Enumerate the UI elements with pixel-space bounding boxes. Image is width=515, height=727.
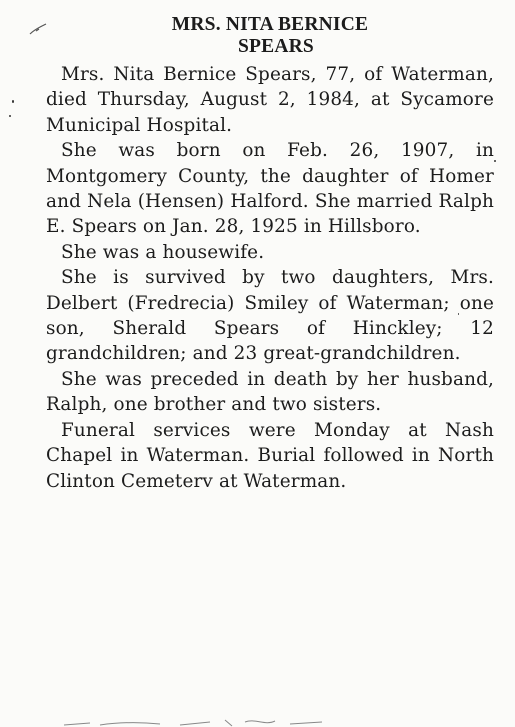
headline-line2: SPEARS xyxy=(238,36,314,57)
paragraph-death-notice: Mrs. Nita Bernice Spears, 77, of Waterman, died Thursday, August 2, 1984, at Sycamore Municipal Hospital. xyxy=(46,64,494,136)
speck xyxy=(494,160,496,162)
paragraph-services: Funeral services were Monday at Nash Chapel in Waterman. Burial followed in North Clinton Cemeterv at Waterman. xyxy=(46,419,494,492)
speck xyxy=(12,100,14,103)
obituary-body xyxy=(46,62,494,494)
handwriting-mark-icon xyxy=(60,710,360,727)
paragraph-preceded: She was preceded in death by her husband, Ralph, one brother and two sisters. xyxy=(46,368,494,416)
paragraph-birth-marriage: She was born on Feb. 26, 1907, in Montgomery County, the daughter of Homer and Nela (Hensen) Halford. She married Ralph E. Spears on Jan. 28, 1925 in Hillsboro. xyxy=(46,140,494,238)
paragraph-survivors: She is survived by two daughters, Mrs. Delbert (Fredrecia) Smiley of Waterman; one son, Sherald Spears of Hinckley; 12 grandchildren; and 23 great-grandchildren. xyxy=(46,267,494,365)
paragraph-occupation: She was a housewife. xyxy=(61,241,265,263)
headline-line1: MRS. NITA BERNICE xyxy=(171,14,369,35)
obituary-clipping xyxy=(46,14,494,494)
headline xyxy=(46,14,494,58)
speck xyxy=(9,115,11,117)
